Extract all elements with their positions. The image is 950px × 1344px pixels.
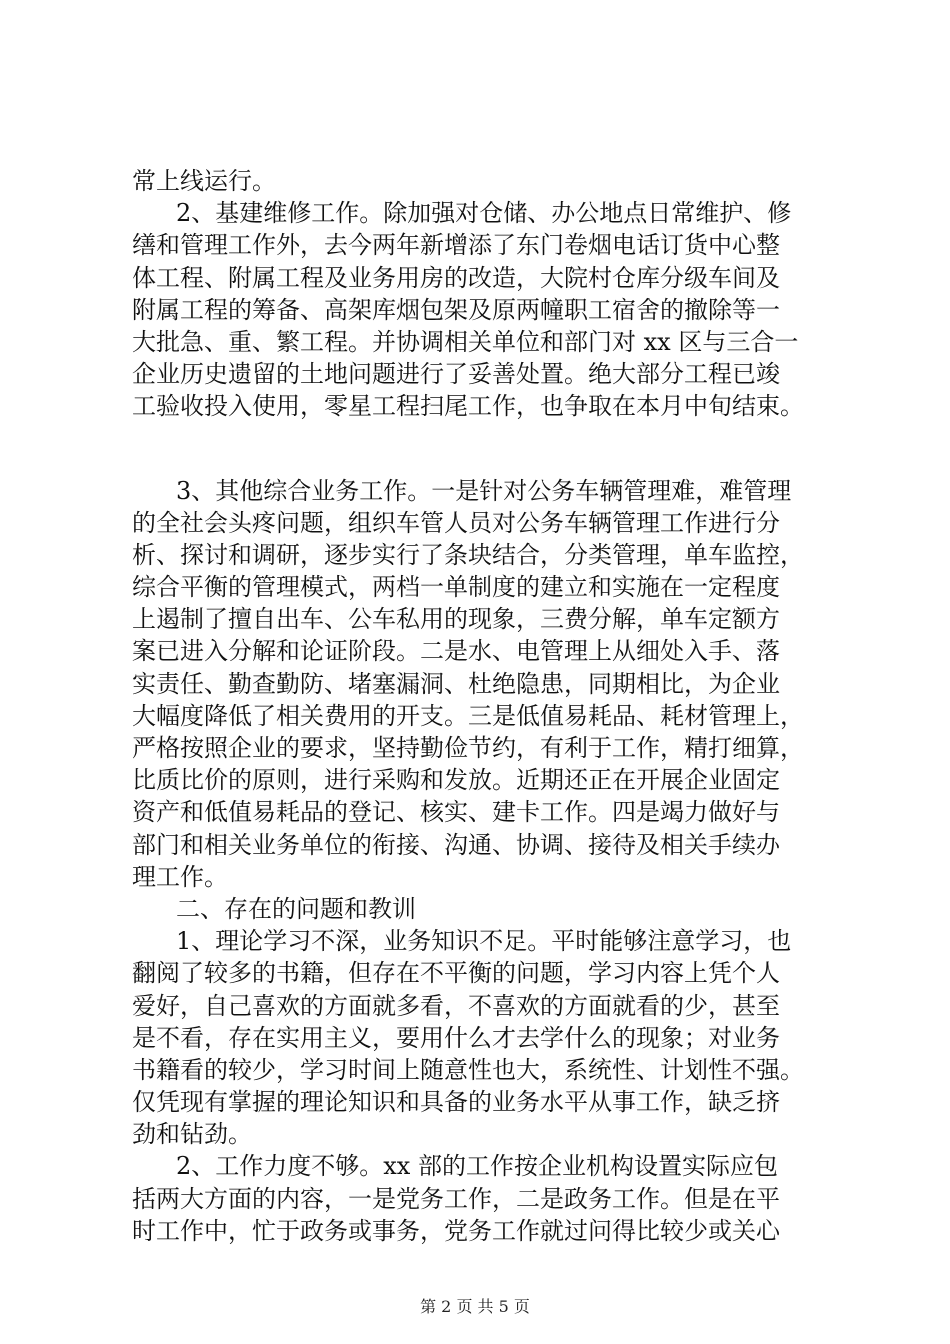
text-line: 严格按照企业的要求，坚持勤俭节约，有利于工作，精打细算， <box>132 734 804 762</box>
text-line: 翻阅了较多的书籍，但存在不平衡的问题，学习内容上凭个人 <box>132 959 780 988</box>
page-number-footer: 第 2 页 共 5 页 <box>420 1297 530 1316</box>
text-line: 比质比价的原则，进行采购和发放。近期还正在开展企业固定 <box>132 766 780 795</box>
text-line: 大批急、重、繁工程。并协调相关单位和部门对 xx 区与三合一 <box>132 327 799 356</box>
text-line: 1、理论学习不深，业务知识不足。平时能够注意学习，也 <box>176 927 792 956</box>
text-line: 3、其他综合业务工作。一是针对公务车辆管理难，难管理 <box>176 476 792 505</box>
text-line: 工验收投入使用，零星工程扫尾工作，也争取在本月中旬结束。 <box>132 392 804 421</box>
text-line: 缮和管理工作外，去今两年新增添了东门卷烟电话订货中心整 <box>132 231 780 260</box>
text-line: 书籍看的较少，学习时间上随意性也大，系统性、计划性不强。 <box>132 1055 804 1084</box>
text-line: 实责任、勤查勤防、堵塞漏洞、杜绝隐患，同期相比，为企业 <box>132 669 780 698</box>
text-line: 资产和低值易耗品的登记、核实、建卡工作。四是竭力做好与 <box>132 798 780 827</box>
text-line: 部门和相关业务单位的衔接、沟通、协调、接待及相关手续办 <box>132 830 780 859</box>
text-line: 析、探讨和调研，逐步实行了条块结合，分类管理，单车监控， <box>132 540 804 569</box>
text-line: 劲和钻劲。 <box>132 1120 252 1149</box>
text-line: 企业历史遗留的土地问题进行了妥善处置。绝大部分工程已竣 <box>132 360 780 389</box>
document-body <box>132 165 852 1247</box>
text-line: 2、工作力度不够。xx 部的工作按企业机构设置实际应包 <box>176 1152 778 1181</box>
text-line: 附属工程的筹备、高架库烟包架及原两幢职工宿舍的撤除等一 <box>132 295 780 324</box>
paragraph-group-infrastructure <box>132 165 852 423</box>
text-line: 综合平衡的管理模式，两档一单制度的建立和实施在一定程度 <box>132 573 780 602</box>
text-line: 仅凭现有掌握的理论知识和具备的业务水平从事工作，缺乏挤 <box>132 1088 780 1117</box>
text-line: 的全社会头疼问题，组织车管人员对公务车辆管理工作进行分 <box>132 508 780 537</box>
text-line: 案已进入分解和论证阶段。二是水、电管理上从细处入手、落 <box>132 637 780 666</box>
text-line: 上遏制了擅自出车、公车私用的现象，三费分解，单车定额方 <box>132 605 780 634</box>
paragraph-spacer <box>132 423 852 475</box>
text-line: 爱好，自己喜欢的方面就多看，不喜欢的方面就看的少，甚至 <box>132 991 780 1020</box>
text-line: 是不看，存在实用主义，要用什么才去学什么的现象；对业务 <box>132 1023 780 1052</box>
text-line: 常上线运行。 <box>132 167 276 195</box>
text-line: 大幅度降低了相关费用的开支。三是低值易耗品、耗材管理上， <box>132 701 804 730</box>
paragraph-group-other-work <box>132 475 852 1248</box>
text-line: 二、存在的问题和教训 <box>176 894 416 923</box>
text-line: 理工作。 <box>132 862 228 891</box>
text-line: 括两大方面的内容，一是党务工作，二是政务工作。但是在平 <box>132 1184 780 1213</box>
text-line: 时工作中，忙于政务或事务，党务工作就过问得比较少或关心 <box>132 1216 780 1245</box>
text-line: 2、基建维修工作。除加强对仓储、办公地点日常维护、修 <box>176 199 792 228</box>
text-line: 体工程、附属工程及业务用房的改造，大院村仓库分级车间及 <box>132 263 780 292</box>
